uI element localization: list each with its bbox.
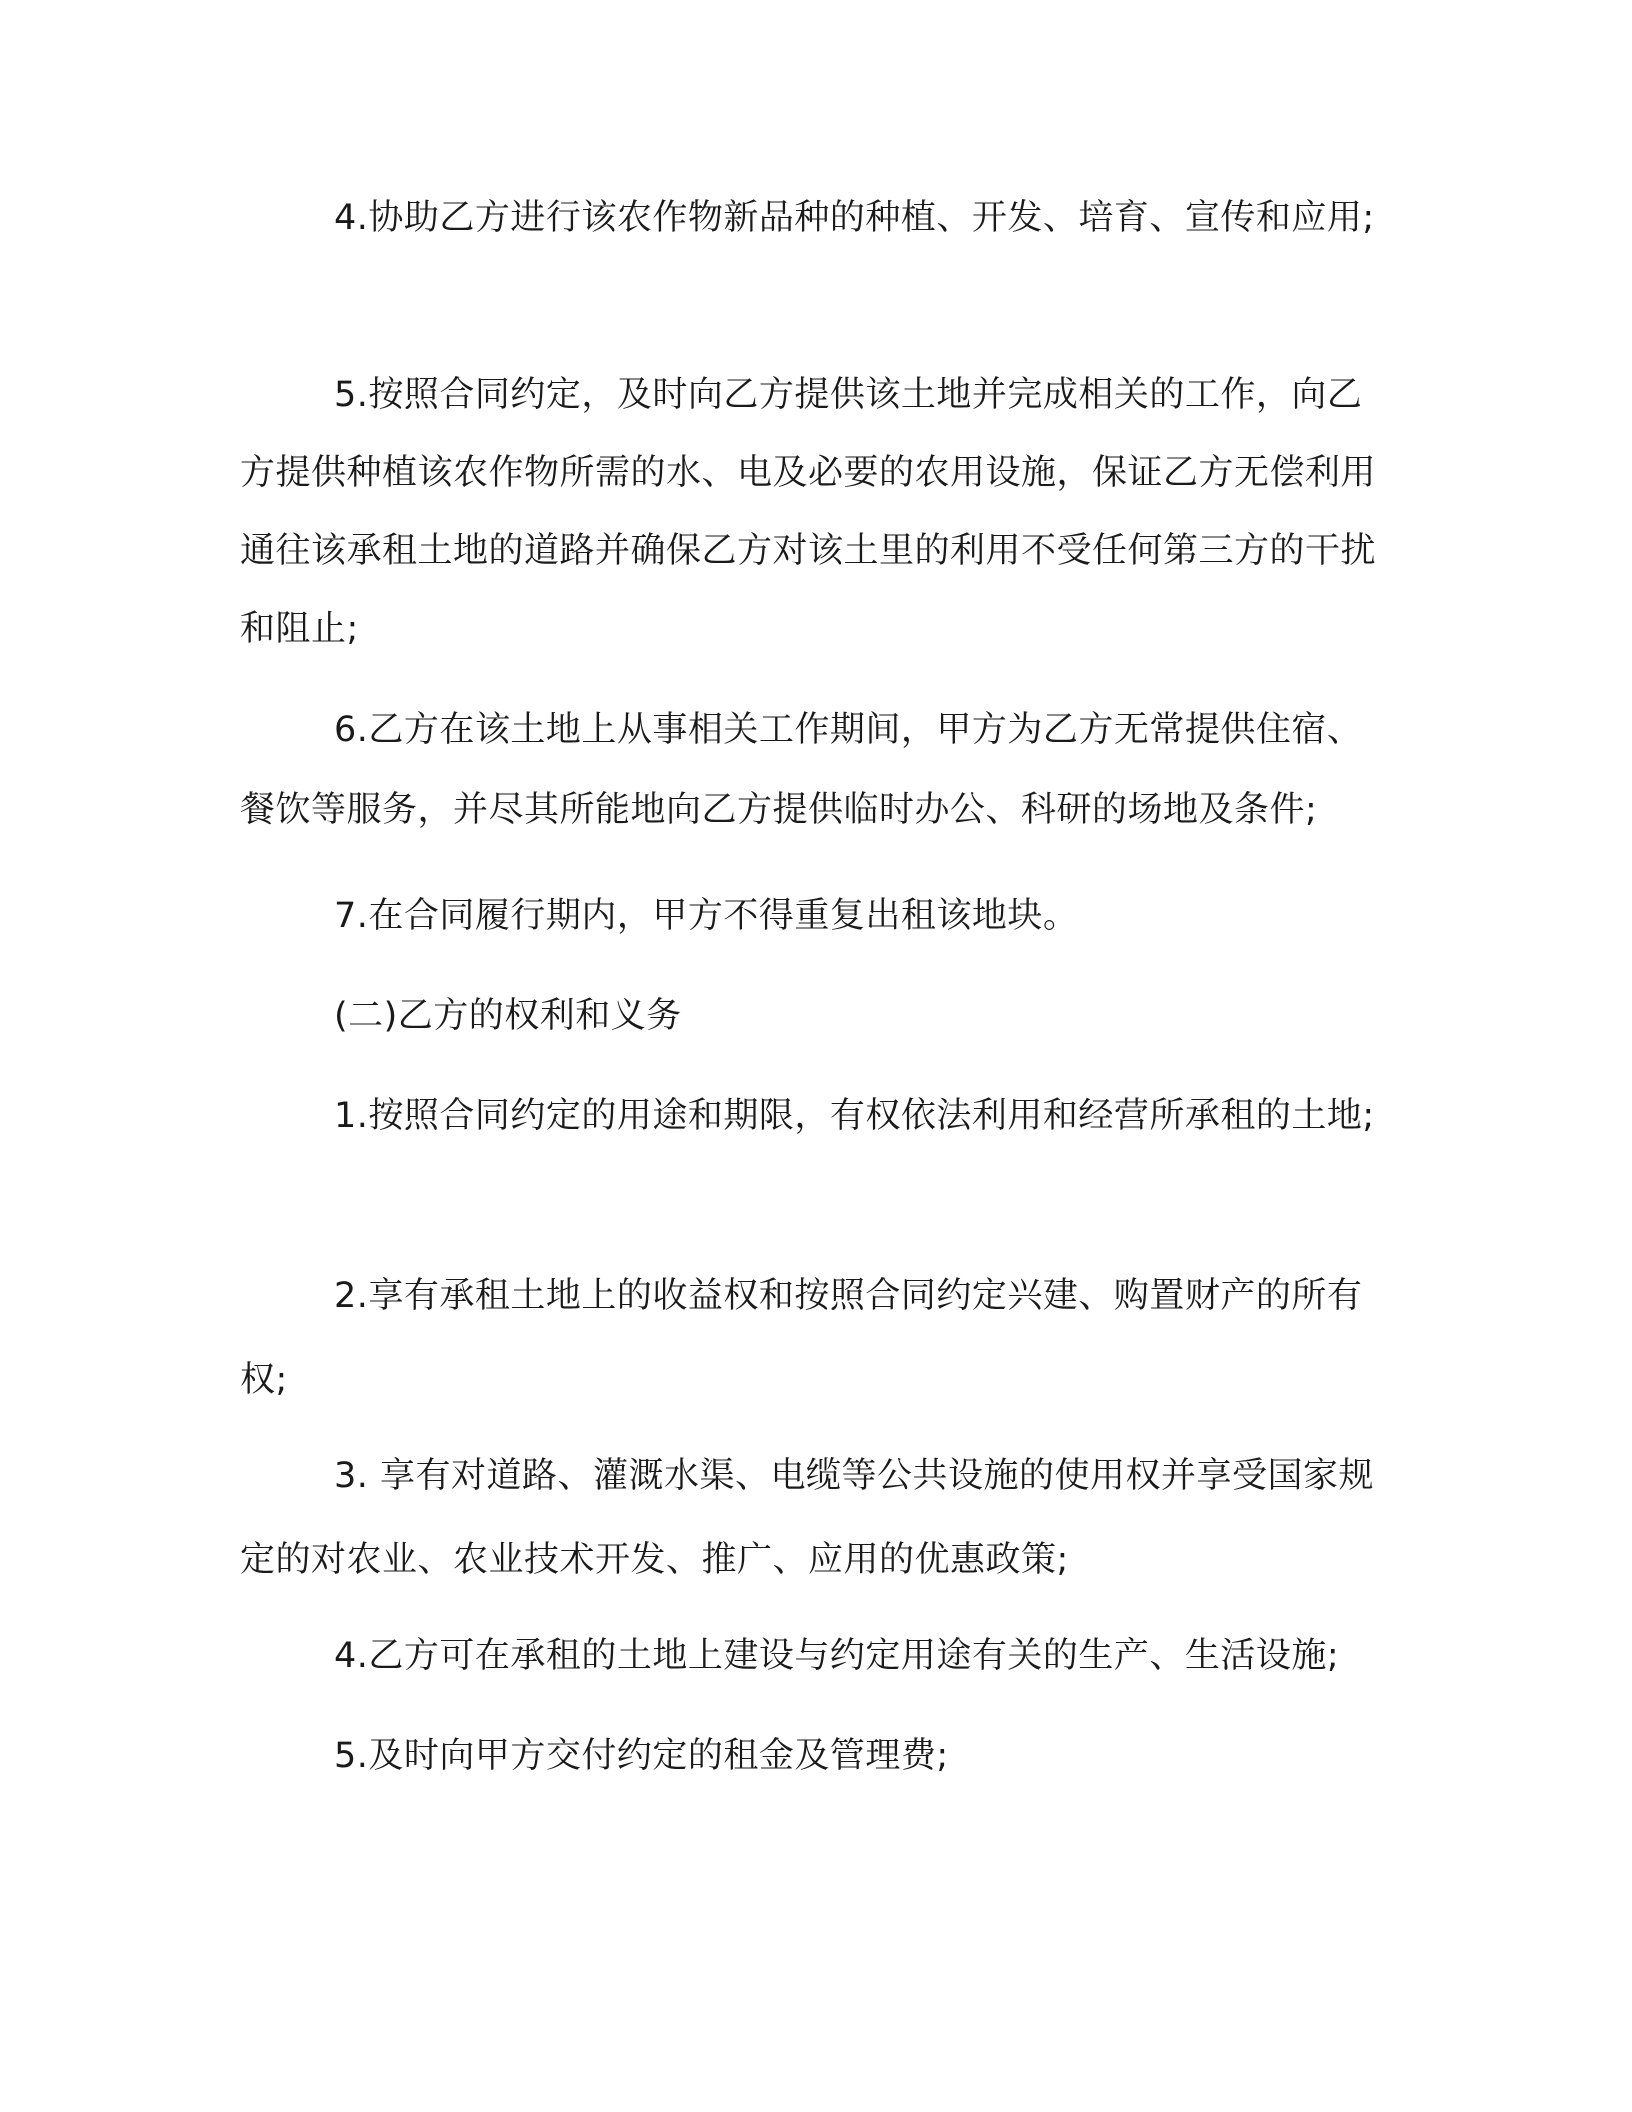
paragraph-b-item-5: 5.及时向甲方交付约定的租金及管理费; xyxy=(334,1736,949,1776)
paragraph-b-item-1: 1.按照合同约定的用途和期限，有权依法利用和经营所承租的土地; xyxy=(334,1096,1375,1136)
paragraph-item-7: 7.在合同履行期内，甲方不得重复出租该地块。 xyxy=(334,896,1079,936)
section-heading-party-b: (二)乙方的权利和义务 xyxy=(334,996,682,1036)
paragraph-b-item-2: 2.享有承租土地上的收益权和按照合同约定兴建、购置财产的所有权; xyxy=(240,1276,1363,1400)
paragraph-b-item-3: 3. 享有对道路、灌溉水渠、电缆等公共设施的使用权并享受国家规定的对农业、农业技术开发、推广、应用的优惠政策; xyxy=(240,1456,1375,1580)
paragraph-item-4: 4.协助乙方进行该农作物新品种的种植、开发、培育、宣传和应用; xyxy=(334,198,1375,238)
paragraph-b-item-4: 4.乙方可在承租的土地上建设与约定用途有关的生产、生活设施; xyxy=(334,1636,1340,1676)
paragraph-item-6: 6.乙方在该土地上从事相关工作期间，甲方为乙方无常提供住宿、餐饮等服务，并尽其所能地向乙方提供临时办公、科研的场地及条件; xyxy=(240,710,1363,830)
paragraph-item-5: 5.按照合同约定，及时向乙方提供该土地并完成相关的工作，向乙方提供种植该农作物所需的水、电及必要的农用设施，保证乙方无偿利用通往该承租土地的道路并确保乙方对该土里的利用不受任何第三方的干扰和阻止; xyxy=(240,375,1377,649)
